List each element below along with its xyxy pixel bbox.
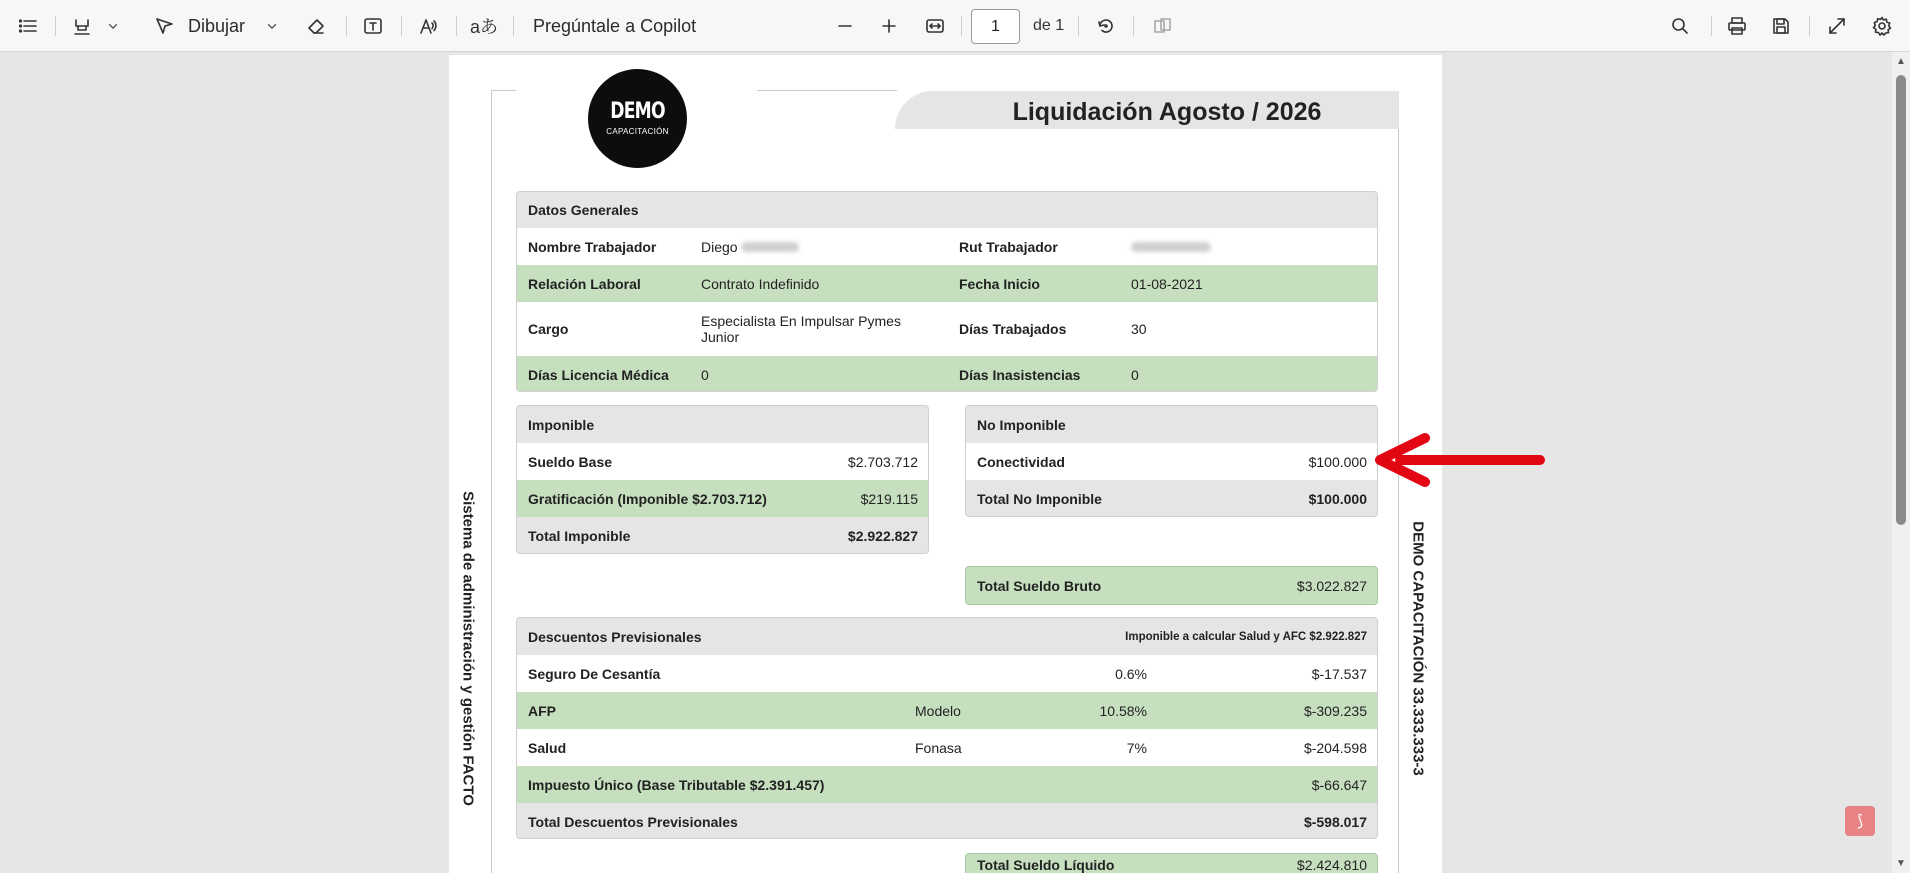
table-row — [517, 443, 928, 480]
row-label: Nombre Trabajador — [528, 238, 657, 255]
document-title: Liquidación Agosto / 2026 — [1012, 98, 1322, 126]
table-row — [517, 480, 928, 517]
row-label: Rut Trabajador — [959, 238, 1058, 255]
page-number-input[interactable]: 1 — [971, 9, 1020, 44]
scroll-up-arrow-icon[interactable]: ▲ — [1896, 56, 1906, 67]
company-logo — [588, 69, 687, 168]
table-row — [966, 443, 1377, 480]
worker-rut-value — [1131, 228, 1211, 265]
row-value: Contrato Indefinido — [701, 275, 820, 292]
table-row — [517, 692, 1377, 729]
translate-icon[interactable]: aあ — [470, 17, 499, 37]
page-frame-line — [491, 90, 516, 91]
row-value: Especialista En Impulsar Pymes Junior — [701, 313, 901, 345]
row-label: Sueldo Base — [528, 453, 613, 470]
general-data-header — [517, 192, 1377, 228]
row-percent: 0.6% — [1115, 665, 1147, 682]
row-label: Impuesto Único (Base Tributable $2.391.457) — [528, 776, 825, 793]
row-label: AFP — [528, 702, 556, 719]
page-frame-line — [491, 90, 492, 873]
page-frame-line — [757, 90, 897, 91]
highlight-icon[interactable] — [68, 0, 96, 52]
side-label-right-text: DEMO CAPACITACIÓN 33.333.333-3 — [1409, 521, 1427, 776]
scroll-down-arrow-icon[interactable]: ▼ — [1896, 858, 1906, 869]
row-label: Total No Imponible — [977, 491, 1102, 507]
table-row — [966, 480, 1377, 517]
print-icon[interactable] — [1723, 0, 1751, 52]
general-data-box — [516, 191, 1378, 392]
row-value: $-309.235 — [1303, 702, 1367, 719]
deductions-header — [517, 618, 1377, 655]
gross-salary-label: Total Sueldo Bruto — [977, 577, 1102, 594]
gross-salary-value: $3.022.827 — [1296, 577, 1367, 594]
imponible-title: Imponible — [528, 416, 595, 433]
red-arrow-annotation — [1370, 430, 1550, 490]
settings-gear-icon[interactable] — [1868, 0, 1896, 52]
page-count-label: de 1 — [1033, 17, 1065, 34]
table-row — [517, 356, 1377, 392]
row-label: Gratificación (Imponible $2.703.712) — [528, 490, 767, 507]
row-label: Seguro De Cesantía — [528, 665, 661, 682]
redacted-rut — [1131, 242, 1211, 252]
no-imponible-title: No Imponible — [977, 416, 1066, 433]
table-row — [517, 302, 1377, 356]
worker-name-value — [701, 228, 799, 265]
row-label: Cargo — [528, 321, 569, 337]
row-label: Relación Laboral — [528, 275, 641, 292]
row-value: $-204.598 — [1303, 739, 1367, 756]
redacted-surname — [741, 242, 799, 252]
table-row — [517, 228, 1377, 265]
row-label: Total Descuentos Previsionales — [528, 813, 738, 830]
row-label: Días Trabajados — [959, 321, 1067, 337]
text-box-icon[interactable] — [359, 0, 387, 52]
draw-button[interactable]: Dibujar — [188, 15, 246, 36]
row-value: $-17.537 — [1311, 665, 1367, 682]
net-salary-label: Total Sueldo Líquido — [977, 856, 1115, 873]
ask-copilot-button[interactable]: Pregúntale a Copilot — [533, 15, 697, 36]
row-detail: Fonasa — [915, 739, 962, 756]
eraser-icon[interactable] — [302, 0, 330, 52]
net-salary-value: $2.424.810 — [1296, 856, 1367, 873]
rotate-icon[interactable] — [1092, 0, 1120, 52]
table-row — [517, 766, 1377, 803]
row-label: Días Licencia Médica — [528, 366, 669, 383]
row-value: 01-08-2021 — [1131, 275, 1203, 292]
row-value: $100.000 — [1308, 453, 1367, 470]
row-value: $-598.017 — [1303, 813, 1367, 830]
deductions-title: Descuentos Previsionales — [528, 628, 702, 645]
fullscreen-icon[interactable] — [1823, 0, 1851, 52]
acrobat-pdf-icon[interactable]: ⟆ — [1845, 806, 1875, 836]
draw-chevron-down-icon[interactable] — [262, 0, 282, 52]
deductions-box — [516, 617, 1378, 839]
fit-width-icon[interactable] — [921, 0, 949, 52]
side-label-left-text: Sistema de administración y gestión FACTO — [459, 491, 477, 806]
no-imponible-header — [966, 406, 1377, 443]
highlight-chevron-down-icon[interactable] — [103, 0, 123, 52]
scrollbar-thumb[interactable] — [1896, 75, 1906, 525]
row-value: $219.115 — [860, 490, 918, 507]
row-label: Salud — [528, 739, 567, 756]
zoom-in-icon[interactable] — [875, 0, 903, 52]
table-row — [517, 265, 1377, 302]
search-icon[interactable] — [1666, 0, 1694, 52]
deductions-header-note: Imponible a calcular Salud y AFC $2.922.827 — [1125, 630, 1367, 643]
page-view-icon[interactable] — [1148, 0, 1176, 52]
table-row — [517, 803, 1377, 839]
page-frame-line — [1398, 128, 1399, 873]
logo-subtext: CAPACITACIÓN — [606, 127, 669, 136]
row-value: $2.922.827 — [847, 528, 918, 544]
save-icon[interactable] — [1767, 0, 1795, 52]
contents-list-icon[interactable] — [14, 0, 42, 52]
row-value: 30 — [1131, 321, 1147, 337]
read-aloud-icon[interactable] — [414, 0, 442, 52]
row-value: $-66.647 — [1311, 776, 1367, 793]
imponible-header — [517, 406, 928, 443]
gross-salary-box — [965, 566, 1378, 605]
row-percent: 10.58% — [1099, 702, 1147, 719]
table-row — [517, 655, 1377, 692]
zoom-out-icon[interactable] — [831, 0, 859, 52]
net-salary-box — [965, 853, 1378, 873]
row-label: Total Imponible — [528, 528, 631, 544]
pdf-toolbar — [0, 0, 1910, 52]
row-label: Fecha Inicio — [959, 275, 1040, 292]
draw-pen-icon[interactable] — [150, 0, 178, 52]
logo-text: DEMO — [610, 99, 665, 124]
table-row — [517, 729, 1377, 766]
row-value: 0 — [1131, 366, 1139, 383]
general-data-title: Datos Generales — [528, 202, 639, 218]
row-percent: 7% — [1126, 739, 1147, 756]
row-label: Conectividad — [977, 453, 1065, 470]
table-row — [517, 517, 928, 554]
worker-first-name: Diego — [701, 238, 738, 255]
row-label: Días Inasistencias — [959, 366, 1081, 383]
no-imponible-box — [965, 405, 1378, 517]
row-value: $100.000 — [1308, 491, 1367, 507]
row-detail: Modelo — [915, 702, 961, 719]
imponible-box — [516, 405, 929, 554]
row-value: $2.703.712 — [847, 453, 918, 470]
row-value: 0 — [701, 366, 709, 383]
